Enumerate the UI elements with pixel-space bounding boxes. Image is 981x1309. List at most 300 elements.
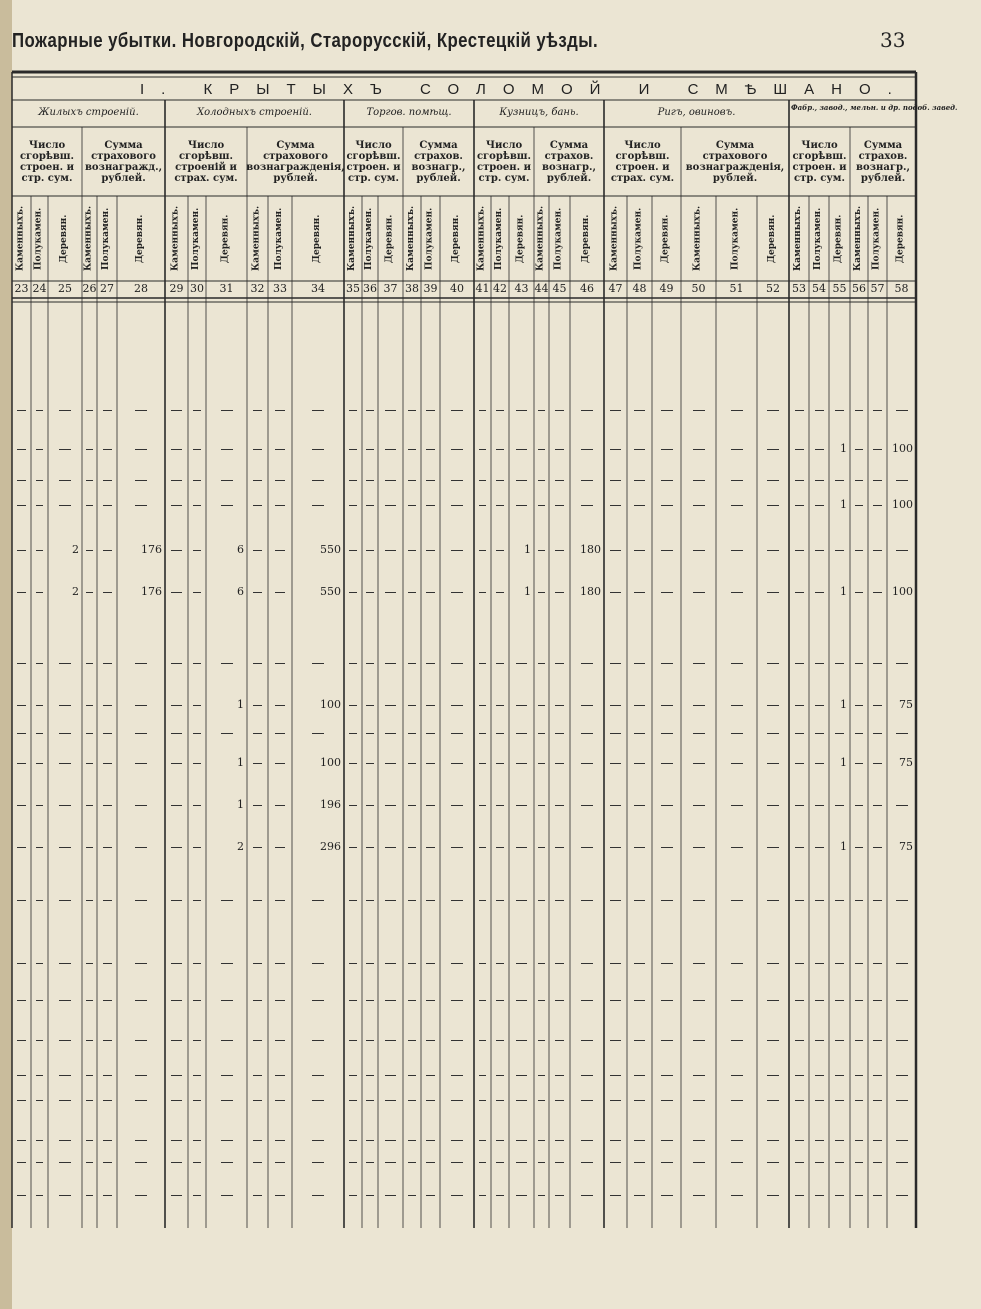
table-cell-dash [349,550,357,551]
table-cell-dash [451,1100,463,1101]
table-cell-dash [835,480,844,481]
table-cell-dash [496,963,504,964]
column-header: Каменныхъ. [793,205,804,272]
table-cell-value: 75 [899,756,913,769]
table-cell-dash [516,1162,527,1163]
table-cell-dash [873,805,882,806]
table-cell-dash [496,480,504,481]
table-cell-dash [693,449,705,450]
table-cell-dash [426,763,435,764]
table-cell-dash [634,1100,645,1101]
table-cell-dash [221,1100,233,1101]
table-cell-dash [253,847,262,848]
table-cell-dash [731,1100,743,1101]
table-cell-dash [855,592,863,593]
table-cell-dash [873,705,882,706]
table-cell-dash [538,1040,545,1041]
table-cell-dash [385,1000,396,1001]
table-cell-dash [795,1040,804,1041]
column-header: Каменныхъ. [406,205,417,272]
table-cell-dash [221,1195,233,1196]
table-cell-dash [349,1195,357,1196]
table-cell-dash [366,505,373,506]
table-cell-dash [581,963,593,964]
table-cell-dash [135,480,147,481]
table-cell-dash [59,1100,71,1101]
table-cell-dash [451,1075,463,1076]
table-cell-dash [855,705,863,706]
table-cell-dash [221,733,233,734]
table-cell-dash [610,663,620,664]
table-cell-dash [479,1195,487,1196]
table-cell-dash [426,505,435,506]
table-cell-dash [408,1140,416,1141]
table-cell-dash [349,733,357,734]
table-cell-dash [661,505,673,506]
table-cell-dash [815,963,824,964]
table-cell-dash [661,592,673,593]
table-cell-dash [171,847,181,848]
table-cell-dash [408,1195,416,1196]
table-cell-dash [661,1000,673,1001]
column-number: 47 [608,282,623,295]
column-number: 37 [383,282,398,295]
column-number: 39 [423,282,438,295]
table-cell-dash [496,1100,504,1101]
table-cell-dash [731,847,743,848]
table-cell-dash [385,763,396,764]
table-cell-dash [253,1075,262,1076]
table-cell-dash [385,480,396,481]
table-cell-dash [193,410,201,411]
table-cell-dash [610,763,620,764]
table-cell-dash [171,705,181,706]
table-cell-dash [36,663,44,664]
table-cell-dash [275,1162,286,1163]
table-cell-dash [349,1140,357,1141]
subgroup-header: Сумма страхового вознагражденія, рублей. [246,140,345,184]
table-cell-dash [795,505,804,506]
table-cell-dash [59,480,71,481]
table-cell-dash [516,1140,527,1141]
table-cell-dash [795,763,804,764]
table-cell-dash [59,1040,71,1041]
table-cell-dash [408,705,416,706]
table-cell-dash [193,1000,201,1001]
column-header: Деревян. [312,214,323,263]
table-cell-dash [873,733,882,734]
table-cell-value: 296 [320,840,341,853]
table-cell-dash [17,1100,26,1101]
table-cell-dash [86,410,93,411]
table-cell-dash [610,1100,620,1101]
table-cell-dash [275,663,286,664]
table-cell-dash [349,805,357,806]
table-cell-dash [135,763,147,764]
table-cell-value: 2 [72,543,79,556]
table-cell-dash [815,1195,824,1196]
table-cell-dash [36,733,44,734]
table-cell-dash [479,663,487,664]
table-cell-dash [59,705,71,706]
table-cell-dash [103,1075,112,1076]
table-cell-dash [855,1195,863,1196]
table-cell-dash [873,1040,882,1041]
table-cell-dash [496,847,504,848]
table-cell-dash [426,663,435,664]
table-cell-dash [103,663,112,664]
table-cell-dash [253,1195,262,1196]
column-header: Деревян. [833,214,844,263]
table-cell-dash [731,1000,743,1001]
table-cell-dash [795,733,804,734]
subgroup-header: Число сгорѣвш. строен. и стр. сум. [476,140,532,184]
column-number: 51 [729,282,744,295]
table-cell-dash [815,550,824,551]
table-cell-dash [795,847,804,848]
table-cell-dash [86,900,93,901]
table-cell-dash [366,663,373,664]
table-cell-dash [59,733,71,734]
table-cell-dash [538,1195,545,1196]
table-cell-dash [855,763,863,764]
table-cell-dash [496,1140,504,1141]
table-cell-dash [408,1162,416,1163]
table-cell-dash [795,705,804,706]
table-cell-dash [661,410,673,411]
table-cell-dash [581,705,593,706]
table-cell-dash [171,1040,181,1041]
table-cell-dash [86,1195,93,1196]
table-cell-dash [581,733,593,734]
table-cell-dash [59,1140,71,1141]
table-cell-dash [873,410,882,411]
table-cell-dash [555,733,564,734]
table-cell-dash [451,705,463,706]
table-cell-dash [275,733,286,734]
table-cell-dash [767,963,779,964]
table-cell-dash [555,705,564,706]
table-cell-dash [555,1100,564,1101]
table-cell-dash [767,705,779,706]
table-cell-dash [693,1195,705,1196]
table-cell-dash [385,449,396,450]
table-cell-dash [634,410,645,411]
table-cell-dash [693,1000,705,1001]
table-cell-dash [103,449,112,450]
table-cell-dash [873,550,882,551]
table-cell-dash [366,1162,373,1163]
table-cell-dash [171,592,181,593]
table-cell-dash [479,1075,487,1076]
table-cell-dash [581,663,593,664]
table-cell-dash [451,763,463,764]
table-cell-dash [349,1075,357,1076]
table-cell-dash [693,550,705,551]
table-cell-dash [873,1162,882,1163]
table-cell-dash [451,805,463,806]
table-cell-dash [253,449,262,450]
page-number: 33 [880,28,906,52]
table-cell-dash [135,1140,147,1141]
table-cell-dash [193,847,201,848]
table-cell-dash [275,449,286,450]
table-cell-dash [426,705,435,706]
table-cell-dash [815,663,824,664]
table-cell-dash [193,449,201,450]
table-cell-dash [193,1195,201,1196]
table-cell-dash [221,1000,233,1001]
column-header: Деревян. [581,214,592,263]
column-number: 48 [632,282,647,295]
table-cell-dash [693,763,705,764]
table-cell-dash [555,900,564,901]
table-cell-dash [385,505,396,506]
table-cell-dash [135,505,147,506]
table-cell-dash [385,847,396,848]
table-cell-dash [855,1000,863,1001]
table-cell-dash [103,900,112,901]
table-cell-dash [731,592,743,593]
table-cell-dash [171,900,181,901]
table-cell-value: 100 [320,756,341,769]
table-cell-dash [873,1075,882,1076]
table-cell-dash [835,733,844,734]
table-cell-dash [17,763,26,764]
column-header: Каменныхъ. [476,205,487,272]
table-cell-dash [103,592,112,593]
table-cell-dash [275,480,286,481]
table-cell-dash [426,805,435,806]
table-cell-dash [496,663,504,664]
table-cell-dash [693,592,705,593]
table-cell-value: 1 [524,543,531,556]
table-cell-dash [86,1162,93,1163]
table-cell-dash [516,1040,527,1041]
table-cell-dash [36,1100,44,1101]
table-cell-dash [855,1075,863,1076]
table-cell-dash [479,1140,487,1141]
table-cell-dash [36,449,44,450]
table-cell-dash [634,505,645,506]
table-cell-dash [221,1075,233,1076]
table-cell-dash [516,763,527,764]
table-cell-dash [767,410,779,411]
table-cell-dash [855,410,863,411]
table-cell-dash [275,1100,286,1101]
table-cell-dash [17,1075,26,1076]
table-cell-dash [385,900,396,901]
table-cell-dash [103,480,112,481]
table-cell-dash [610,592,620,593]
table-cell-dash [873,963,882,964]
table-cell-dash [312,733,324,734]
column-header: Полукамен. [364,207,375,270]
table-cell-dash [312,1195,324,1196]
table-cell-dash [253,900,262,901]
table-cell-value: 1 [840,840,847,853]
table-cell-dash [171,410,181,411]
subgroup-header: Число сгорѣвш. строеній и страх. сум. [174,140,238,184]
table-cell-dash [193,900,201,901]
table-cell-dash [693,663,705,664]
table-cell-dash [855,480,863,481]
table-cell-dash [496,1195,504,1196]
table-cell-dash [366,592,373,593]
table-cell-dash [171,1100,181,1101]
table-cell-dash [426,410,435,411]
table-cell-value: 75 [899,698,913,711]
table-cell-dash [426,480,435,481]
table-cell-value: 176 [141,543,162,556]
table-cell-dash [253,410,262,411]
column-header: Полукамен. [813,207,824,270]
table-cell-dash [17,410,26,411]
column-header: Полукамен. [274,207,285,270]
table-cell-dash [581,1100,593,1101]
table-cell-dash [275,1000,286,1001]
column-number: 25 [58,282,72,295]
table-cell-dash [221,900,233,901]
table-cell-dash [661,1162,673,1163]
column-header: Полукамен. [871,207,882,270]
table-cell-dash [426,1140,435,1141]
table-cell-dash [103,1140,112,1141]
group-header: Ригъ, овиновъ. [657,107,736,118]
table-cell-dash [36,410,44,411]
table-cell-dash [349,705,357,706]
table-cell-dash [253,1140,262,1141]
table-cell-dash [661,480,673,481]
table-cell-value: 1 [237,798,244,811]
table-cell-dash [426,449,435,450]
table-cell-dash [873,900,882,901]
table-cell-dash [873,663,882,664]
table-cell-dash [86,847,93,848]
table-cell-dash [59,763,71,764]
table-cell-dash [275,1140,286,1141]
table-cell-dash [661,1100,673,1101]
table-cell-dash [385,1162,396,1163]
table-cell-dash [496,805,504,806]
table-cell-dash [610,963,620,964]
table-cell-dash [835,1162,844,1163]
table-cell-dash [17,449,26,450]
column-number: 27 [100,282,114,295]
table-cell-dash [555,663,564,664]
column-header: Полукамен. [33,207,44,270]
table-cell-dash [479,480,487,481]
table-cell-dash [693,847,705,848]
table-cell-dash [896,1075,908,1076]
table-cell-dash [253,1000,262,1001]
column-header: Полукамен. [424,207,435,270]
column-number: 40 [450,282,464,295]
table-cell-dash [408,550,416,551]
column-number: 43 [514,282,529,295]
table-cell-dash [731,663,743,664]
table-cell-dash [731,480,743,481]
table-cell-dash [693,1075,705,1076]
table-cell-dash [795,1075,804,1076]
table-cell-dash [479,733,487,734]
column-number: 23 [14,282,29,295]
table-cell-dash [275,1195,286,1196]
table-cell-dash [538,480,545,481]
table-cell-dash [634,480,645,481]
table-cell-dash [103,1100,112,1101]
table-cell-dash [17,963,26,964]
table-cell-dash [731,1162,743,1163]
table-cell-dash [275,900,286,901]
table-cell-dash [385,663,396,664]
group-header: Холодныхъ строеній. [197,107,312,118]
table-cell-value: 180 [580,585,601,598]
table-cell-dash [610,1140,620,1141]
column-number: 38 [405,282,419,295]
table-cell-dash [873,763,882,764]
table-cell-dash [426,592,435,593]
table-cell-value: 100 [892,585,913,598]
table-cell-dash [731,505,743,506]
table-cell-dash [385,1195,396,1196]
column-header: Деревян. [451,214,462,263]
table-cell-dash [385,805,396,806]
column-header: Полукамен. [101,207,112,270]
column-number: 54 [812,282,826,295]
table-cell-dash [171,733,181,734]
table-cell-dash [873,847,882,848]
table-cell-dash [426,733,435,734]
table-cell-dash [17,1162,26,1163]
table-cell-dash [349,847,357,848]
column-header: Каменныхъ. [853,205,864,272]
table-cell-dash [693,805,705,806]
table-cell-dash [103,847,112,848]
table-cell-dash [581,805,593,806]
table-cell-dash [86,963,93,964]
table-cell-dash [634,763,645,764]
table-cell-dash [479,550,487,551]
table-cell-dash [312,663,324,664]
table-cell-dash [479,592,487,593]
table-cell-dash [366,763,373,764]
table-cell-dash [193,480,201,481]
table-cell-dash [36,480,44,481]
table-cell-dash [193,1075,201,1076]
table-cell-dash [555,550,564,551]
table-cell-dash [408,900,416,901]
table-cell-dash [86,663,93,664]
table-cell-dash [408,733,416,734]
table-cell-dash [451,410,463,411]
table-cell-dash [193,592,201,593]
table-cell-dash [496,763,504,764]
column-header: Каменныхъ. [170,205,181,272]
table-cell-dash [610,550,620,551]
table-cell-dash [815,592,824,593]
subgroup-header: Число сгорѣвш. строен. и стр. сум. [19,140,75,184]
table-cell-dash [36,1000,44,1001]
table-cell-dash [731,963,743,964]
table-cell-dash [253,550,262,551]
table-cell-dash [171,1000,181,1001]
table-cell-dash [634,1040,645,1041]
table-cell-dash [349,505,357,506]
table-cell-dash [835,410,844,411]
table-cell-dash [103,505,112,506]
table-cell-dash [516,963,527,964]
